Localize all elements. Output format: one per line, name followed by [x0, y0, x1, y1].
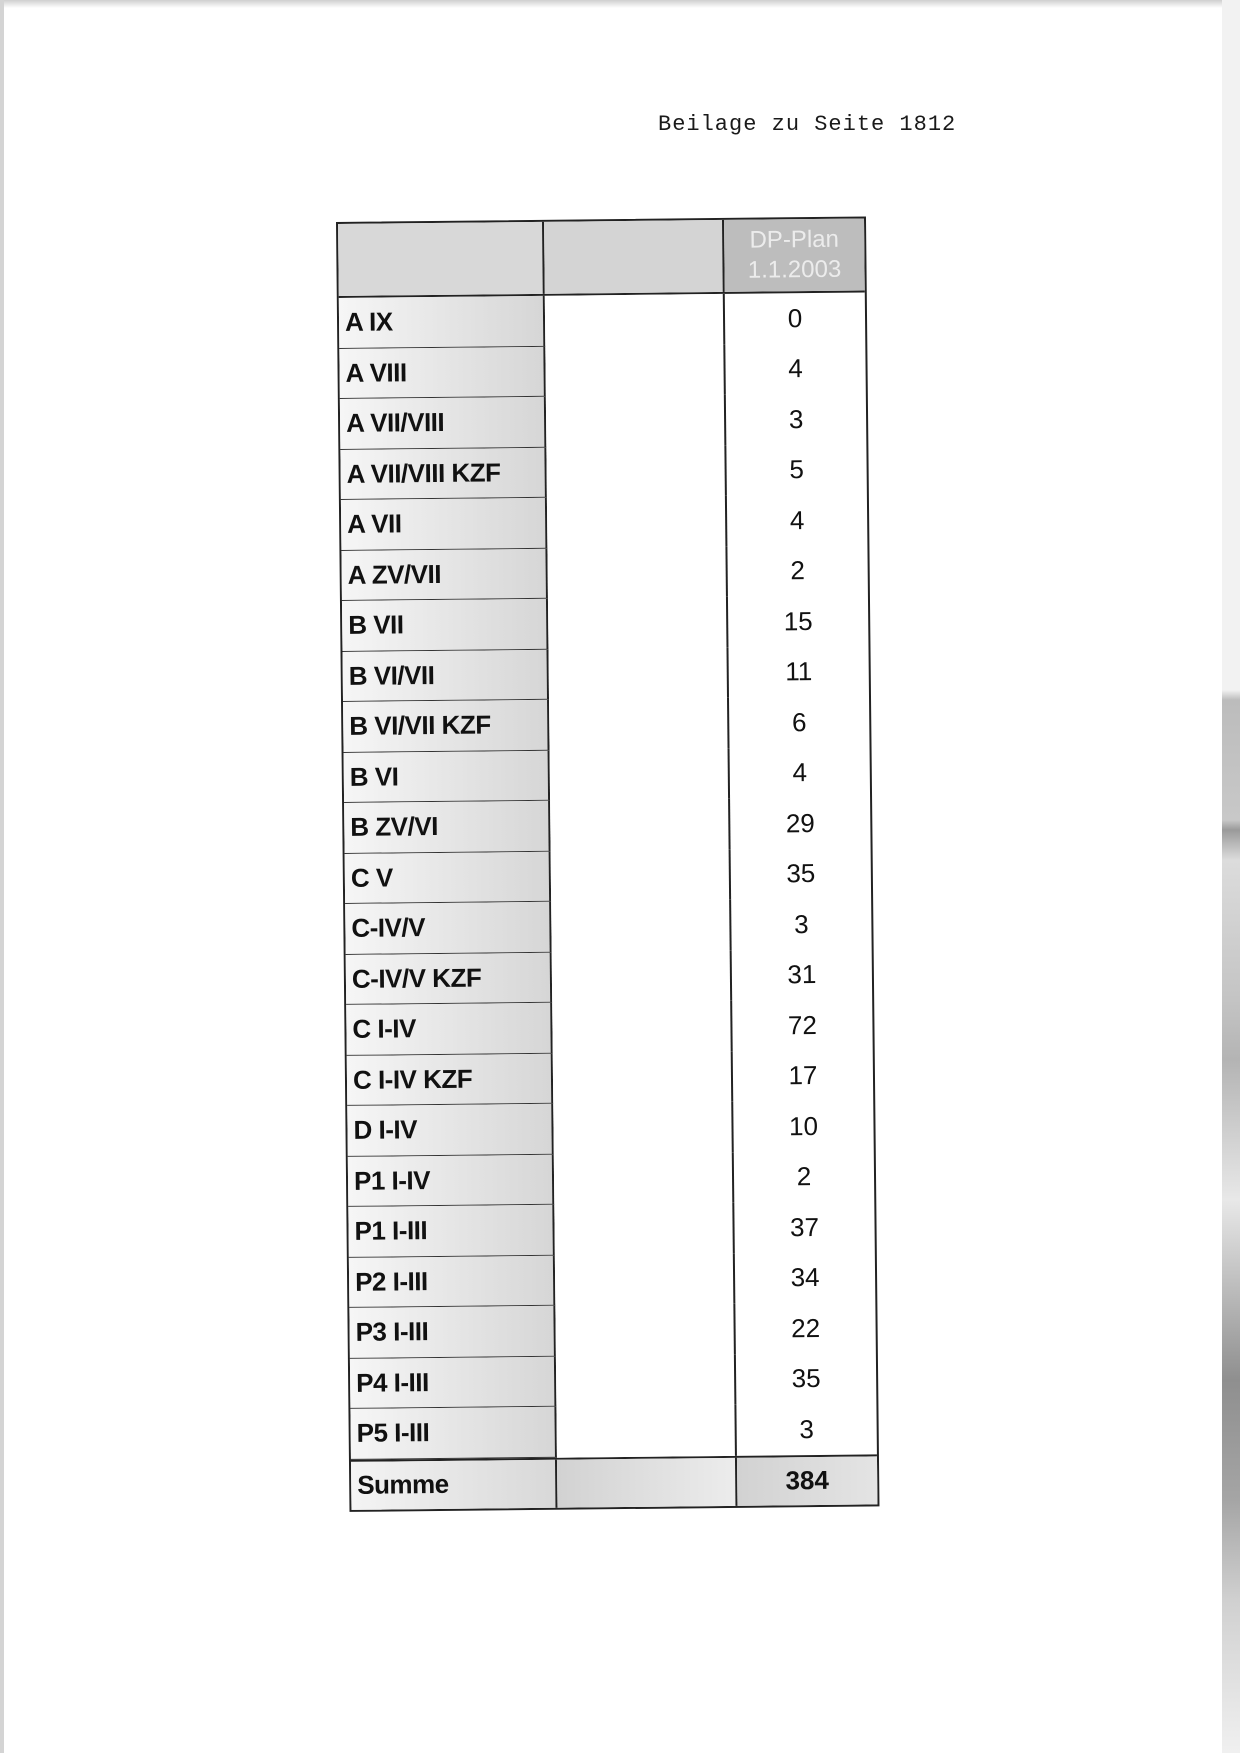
table-row [349, 1252, 876, 1308]
row-empty-cell [549, 698, 730, 750]
row-label: A VII/VIII KZF [340, 447, 547, 500]
row-empty-cell [551, 849, 732, 901]
table-row [345, 898, 872, 954]
scan-edge-left [0, 0, 4, 1753]
column-header-line-2: 1.1.2003 [747, 255, 842, 284]
row-label: P1 I-III [348, 1205, 555, 1258]
row-value: 35 [791, 1363, 821, 1394]
row-value: 3 [799, 1413, 815, 1444]
row-label: B VI/VII [342, 649, 549, 702]
row-empty-cell [554, 1203, 735, 1255]
row-value: 3 [788, 403, 804, 435]
table-row [339, 343, 866, 399]
row-empty-cell [545, 344, 726, 396]
row-value: 4 [792, 757, 808, 788]
row-value: 17 [788, 1060, 818, 1091]
table-row [343, 696, 870, 752]
row-empty-cell [546, 445, 727, 497]
row-label: D I-IV [347, 1104, 554, 1157]
header-empty-cell [544, 220, 725, 294]
row-label: C V [345, 851, 552, 904]
row-value: 10 [788, 1110, 819, 1142]
row-value: 3 [793, 908, 809, 939]
header-value-cell [724, 218, 865, 291]
row-value: 4 [788, 353, 803, 384]
table-row [348, 1151, 875, 1207]
row-label: C I-IV KZF [347, 1053, 554, 1106]
row-label: C-IV/V [345, 902, 552, 955]
table-total-row [351, 1454, 878, 1510]
total-label: Summe [351, 1459, 557, 1510]
data-table [336, 216, 879, 1511]
row-label: B VI [344, 750, 551, 803]
row-value: 5 [789, 454, 805, 485]
table-row [350, 1403, 877, 1459]
row-empty-cell [548, 647, 729, 699]
row-value: 4 [789, 504, 805, 536]
table-row [346, 999, 873, 1055]
row-label: C I-IV [346, 1003, 553, 1056]
row-label: P1 I-IV [348, 1154, 555, 1207]
table-row [349, 1302, 876, 1358]
row-label: B VI/VII KZF [343, 700, 550, 753]
table-row [340, 393, 867, 449]
row-label: A IX [339, 296, 546, 349]
table-row [341, 494, 868, 550]
table-row [339, 292, 866, 348]
row-label: P2 I-III [349, 1255, 556, 1308]
table-row [340, 444, 867, 500]
row-label: A ZV/VII [341, 548, 548, 601]
scan-edge-right [1222, 0, 1240, 1753]
row-value: 35 [786, 858, 816, 889]
row-value: 37 [789, 1211, 820, 1243]
row-value: 6 [791, 706, 807, 738]
row-value: 72 [787, 1009, 818, 1041]
row-label: A VIII [339, 346, 546, 399]
table-row [347, 1100, 874, 1156]
row-empty-cell [546, 395, 727, 447]
row-value: 2 [796, 1161, 812, 1192]
row-empty-cell [551, 900, 732, 952]
row-empty-cell [553, 1102, 734, 1154]
row-empty-cell [550, 799, 731, 851]
table-row [344, 747, 871, 803]
table-row [345, 848, 872, 904]
row-value: 31 [787, 959, 817, 990]
table-row [341, 545, 868, 601]
row-value: 2 [790, 555, 806, 586]
table-row [348, 1201, 875, 1257]
row-label: P4 I-III [350, 1356, 557, 1409]
row-empty-cell [555, 1253, 736, 1305]
table-row [347, 1050, 874, 1106]
row-label: P3 I-III [349, 1306, 556, 1359]
row-label: P5 I-III [350, 1407, 557, 1460]
total-empty-cell [557, 1457, 737, 1507]
row-empty-cell [552, 950, 733, 1002]
row-value: 34 [790, 1262, 820, 1293]
row-empty-cell [554, 1152, 735, 1204]
table-row [344, 797, 871, 853]
row-value: 15 [783, 605, 813, 637]
row-empty-cell [556, 1354, 737, 1406]
row-label: B ZV/VI [344, 801, 551, 854]
row-empty-cell [550, 748, 731, 800]
column-header-line-1: DP-Plan [749, 225, 840, 254]
row-empty-cell [545, 294, 726, 346]
row-empty-cell [555, 1304, 736, 1356]
table-row [346, 949, 873, 1005]
row-empty-cell [547, 546, 728, 598]
row-label: B VII [342, 599, 549, 652]
table-header-row [338, 218, 865, 298]
table-row [342, 646, 869, 702]
table-row [350, 1353, 877, 1409]
row-empty-cell [548, 597, 729, 649]
row-label: A VII [341, 498, 548, 551]
scan-edge-top [0, 0, 1240, 8]
row-label: A VII/VIII [340, 397, 547, 450]
row-value: 29 [785, 807, 815, 839]
row-empty-cell [553, 1051, 734, 1103]
row-empty-cell [547, 496, 728, 548]
row-empty-cell [556, 1405, 737, 1457]
table-row [342, 595, 869, 651]
row-label: C-IV/V KZF [346, 952, 553, 1005]
row-empty-cell [552, 1001, 733, 1053]
total-value: 384 [737, 1456, 878, 1506]
page-annotation: Beilage zu Seite 1812 [658, 112, 957, 137]
row-value: 0 [787, 302, 803, 334]
row-value: 11 [785, 656, 813, 687]
header-label-cell [338, 222, 545, 296]
row-value: 22 [790, 1312, 821, 1344]
